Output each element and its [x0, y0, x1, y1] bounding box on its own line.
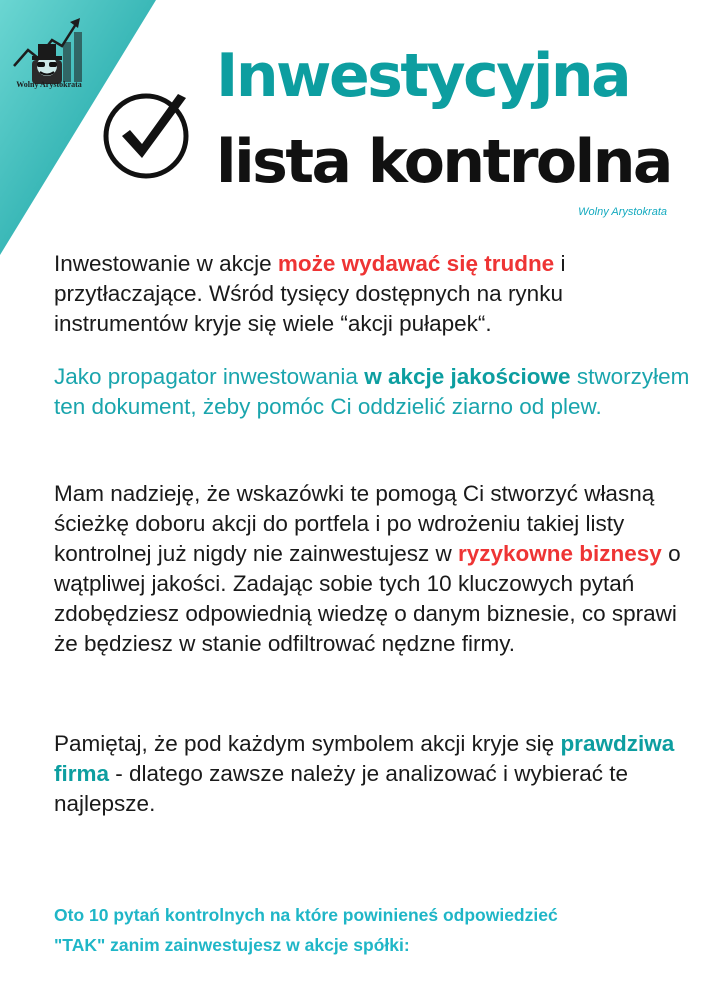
paragraph-text: o wątpliwej jakości. Zadając sobie tych 10 kluczowych pytań zdobędziesz odpowiednią wiedzę o danym biznesie, co sprawi że będziesz w stanie odfiltrować nędzne firmy. [54, 541, 681, 656]
highlight-text: prawdziwa firma [54, 731, 675, 786]
title-line-2: lista kontrolna [216, 127, 671, 197]
logo-text: Wolny Arystokrata [16, 80, 82, 89]
purpose-paragraph [54, 362, 694, 422]
reminder-paragraph [54, 729, 694, 819]
highlight-text: w akcje jakościowe [364, 364, 571, 389]
brand-signature: Wolny Arystokrata [578, 206, 667, 218]
paragraph-text: i przytłaczające. Wśród tysięcy dostępnych na rynku instrumentów kryje się wiele “akcji pułapek“. [54, 251, 566, 336]
footer-line-2: "TAK" zanim zainwestujesz w akcje spółki: [54, 935, 410, 955]
paragraph-text: - dlatego zawsze należy je analizować i wybierać te najlepsze. [54, 761, 629, 816]
paragraph-text: Pamiętaj, że pod każdym symbolem akcji kryje się [54, 731, 561, 756]
paragraph-text: Inwestowanie w akcje [54, 251, 278, 276]
paragraph-text: Mam nadzieję, że wskazówki te pomogą Ci stworzyć własną ścieżkę doboru akcji do portfela i po wdrożeniu takiej listy kontrolnej już nigdy nie zainwestujesz w [54, 481, 655, 566]
intro-paragraph [54, 249, 694, 339]
title-line-1: Inwestycyjna [216, 41, 630, 111]
hope-paragraph [54, 479, 694, 659]
paragraph-text: Jako propagator inwestowania [54, 364, 365, 389]
highlight-text: ryzykowne biznesy [457, 541, 662, 566]
paragraph-text: stworzyłem ten dokument, żeby pomóc Ci oddzielić ziarno od plew. [54, 364, 690, 419]
footer-line-1: Oto 10 pytań kontrolnych na które powinieneś odpowiedzieć [54, 905, 558, 925]
highlight-text: może wydawać się trudne [277, 251, 555, 276]
checkmark-circle-icon [100, 82, 200, 182]
footer-cta [54, 900, 694, 960]
